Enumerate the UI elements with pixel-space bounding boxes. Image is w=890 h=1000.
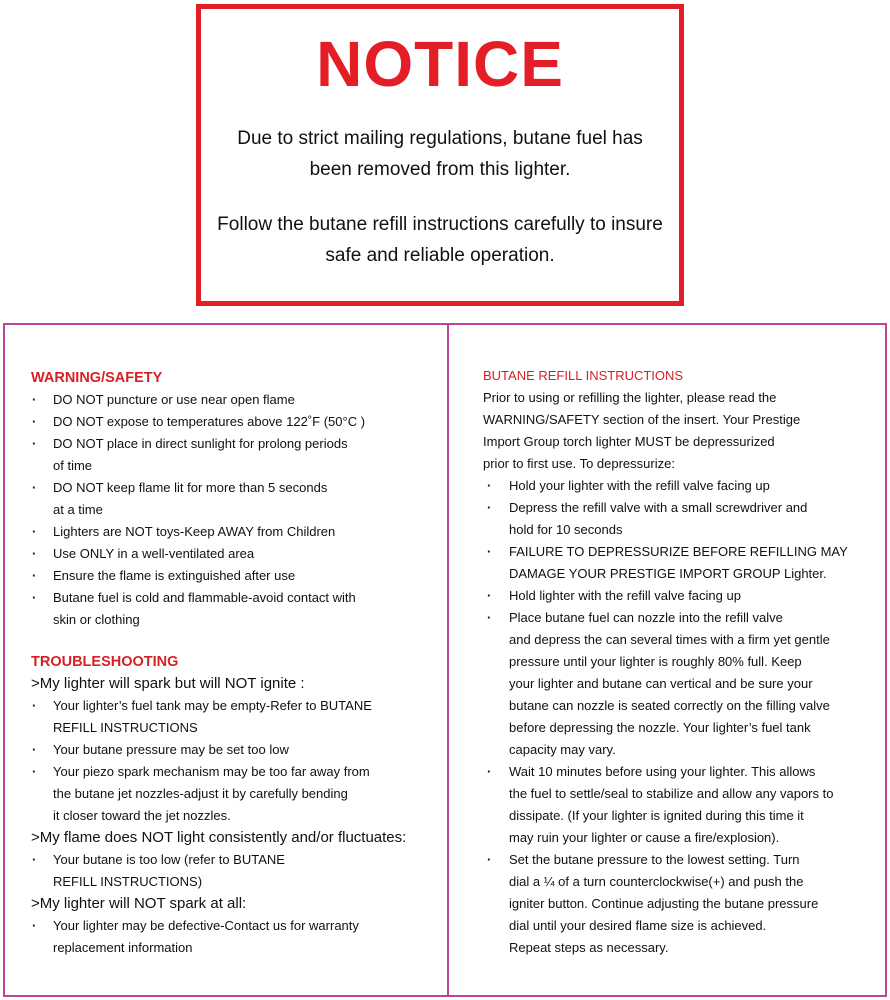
notice-refill-text: Follow the butane refill instructions carefully to insure safe and reliable operation. <box>217 214 663 266</box>
notice-title: NOTICE <box>316 28 564 100</box>
warning-item: · Lighters are NOT toys-Keep AWAY from Children <box>31 521 441 543</box>
warning-item: · Ensure the flame is extinguished after use <box>31 565 441 587</box>
right-column <box>483 325 883 995</box>
refill-step: · Hold lighter with the refill valve facing up <box>483 585 883 607</box>
left-column <box>31 325 441 995</box>
warning-item: · DO NOT expose to temperatures above 122˚F (50°C ) <box>31 411 441 433</box>
warning-item: · Butane fuel is cold and flammable-avoid contact with skin or clothing <box>31 587 441 631</box>
troubleshooting-answer: · Your butane pressure may be set too low <box>31 739 441 761</box>
troubleshooting-answer: · Your butane is too low (refer to BUTANE REFILL INSTRUCTIONS) <box>31 849 441 893</box>
warning-item: · Use ONLY in a well-ventilated area <box>31 543 441 565</box>
refill-step: · Depress the refill valve with a small screwdriver and hold for 10 seconds <box>483 497 883 541</box>
refill-step: · Wait 10 minutes before using your lighter. This allows the fuel to settle/seal to stabilize and allow any vapors to dissipate. (If your lighter is ignited during this time it may ruin your lighter or cause a fire/explosion). <box>483 761 883 849</box>
warning-item: · DO NOT puncture or use near open flame <box>31 389 441 411</box>
column-divider <box>447 325 449 995</box>
refill-steps <box>483 475 883 937</box>
refill-step: · Hold your lighter with the refill valve facing up <box>483 475 883 497</box>
troubleshooting-answer: · Your piezo spark mechanism may be too far away from the butane jet nozzles-adjust it by carefully bending it closer toward the jet nozzles. <box>31 761 441 827</box>
troubleshooting-answer-list <box>31 915 441 959</box>
warning-item: · DO NOT place in direct sunlight for prolong periods of time <box>31 433 441 477</box>
refill-step: · FAILURE TO DEPRESSURIZE BEFORE REFILLING MAY DAMAGE YOUR PRESTIGE IMPORT GROUP Lighter. <box>483 541 883 585</box>
refill-intro: Prior to using or refilling the lighter, please read the WARNING/SAFETY section of the insert. Your Prestige Import Group torch lighter MUST be depressurized prior to first use. To depressurize: <box>483 390 801 471</box>
warning-list <box>31 389 441 631</box>
refill-step: · Set the butane pressure to the lowest setting. Turn dial a ¼ of a turn counterclockwise(+) and push the igniter button. Continue adjusting the butane pressure dial until your desired flame size is achieved. <box>483 849 883 937</box>
troubleshooting-answer: · Your lighter’s fuel tank may be empty-Refer to BUTANE REFILL INSTRUCTIONS <box>31 695 441 739</box>
troubleshooting-answer: · Your lighter may be defective-Contact us for warranty replacement information <box>31 915 441 959</box>
refill-step: · Place butane fuel can nozzle into the refill valve and depress the can several times with a firm yet gentle pressure until your lighter is roughly 80% full. Keep your lighter and butane can vertical and be sure your butane can nozzle is seated correctly on the filling valve before depressing the nozzle. Your lighter’s fuel tank capacity may vary. <box>483 607 883 761</box>
warning-heading: WARNING/SAFETY <box>31 370 163 386</box>
warning-item: · DO NOT keep flame lit for more than 5 seconds at a time <box>31 477 441 521</box>
instruction-insert <box>3 323 887 997</box>
troubleshooting-heading: TROUBLESHOOTING <box>31 654 179 670</box>
refill-closing: Repeat steps as necessary. <box>509 940 669 955</box>
troubleshooting-question: >My lighter will NOT spark at all: <box>31 895 247 912</box>
troubleshooting-question: >My flame does NOT light consistently and/or fluctuates: <box>31 829 407 846</box>
notice-box <box>196 4 684 306</box>
troubleshooting-answer-list <box>31 849 441 893</box>
notice-mailing-text: Due to strict mailing regulations, butane fuel has been removed from this lighter. <box>237 128 643 180</box>
troubleshooting-question: >My lighter will spark but will NOT ignite : <box>31 675 305 692</box>
refill-heading: BUTANE REFILL INSTRUCTIONS <box>483 368 684 383</box>
troubleshooting-answer-list <box>31 695 441 827</box>
